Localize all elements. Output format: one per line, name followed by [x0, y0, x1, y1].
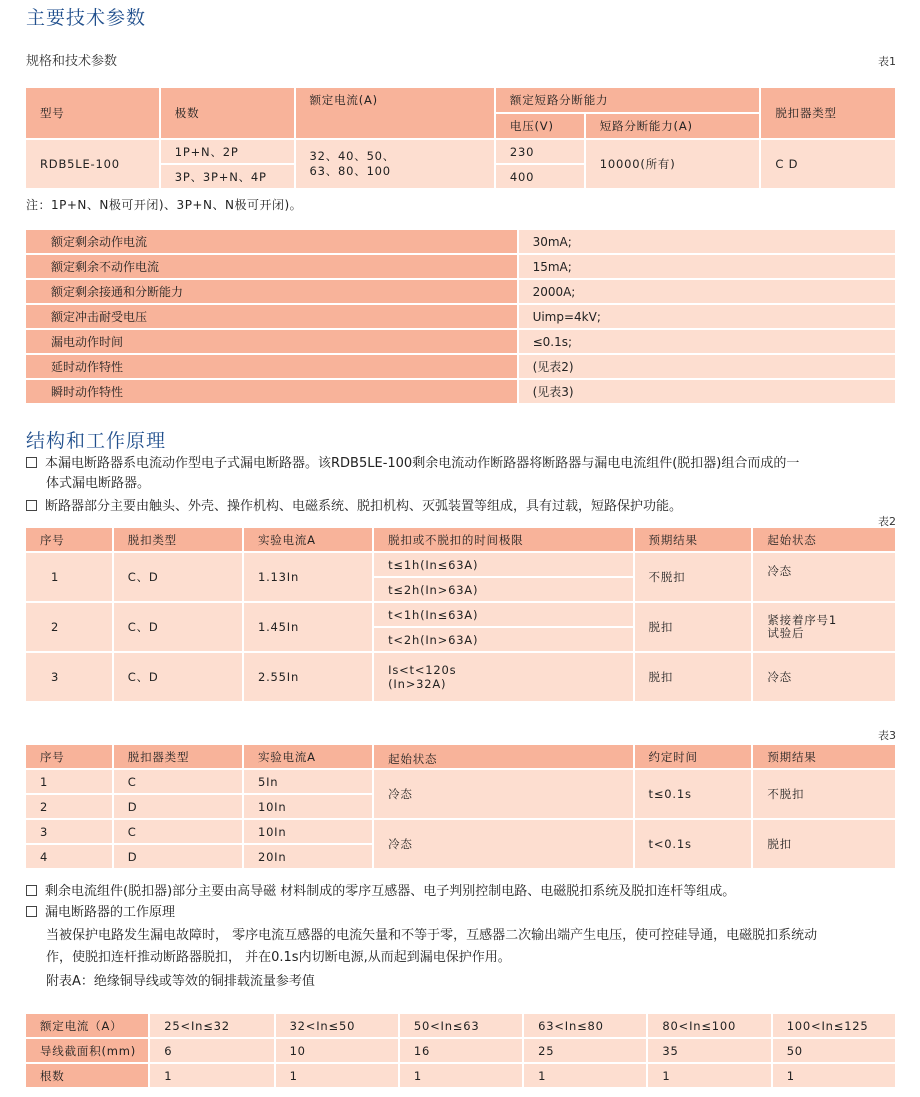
t3-header-current: 实验电流A	[244, 745, 372, 768]
t2-time: t≤2h(In>63A)	[374, 578, 632, 601]
header-release-type: 脱扣器类型	[761, 88, 895, 138]
t3-time: t≤0.1s	[635, 770, 752, 818]
param-label: 额定剩余动作电流	[26, 230, 517, 253]
param-value: 30mA;	[519, 230, 895, 253]
t2-header-no: 序号	[26, 528, 112, 551]
t4-row-header: 导线截面积(mm)	[26, 1039, 148, 1062]
t3-type: D	[114, 795, 242, 818]
t3-header-result: 预期结果	[753, 745, 895, 768]
table-row	[26, 820, 895, 843]
t4-cell: 50<In≤63	[400, 1014, 522, 1037]
bullet-1-line1: 本漏电断路器系电流动作型电子式漏电断路器。该RDB5LE-100剩余电流动作断路器将断路器与漏电电流组件(脱扣器)组合而成的一	[45, 456, 800, 471]
params-table	[24, 228, 897, 405]
t4-row-header: 根数	[26, 1064, 148, 1087]
current-capacity-table	[24, 1012, 897, 1089]
t2-time: t<1h(In≤63A)	[374, 603, 632, 626]
header-voltage: 电压(V)	[496, 114, 584, 138]
header-model: 型号	[26, 88, 159, 138]
checkbox-icon	[26, 500, 37, 511]
bullet-3-text: 剩余电流组件(脱扣器)部分主要由高导磁 材料制成的零序互感器、电子判别控制电路、电磁脱扣系统及脱扣连杆等组成。	[45, 884, 736, 899]
t2-header-type: 脱扣类型	[114, 528, 242, 551]
table-row	[26, 653, 895, 701]
t4-cell: 63<In≤80	[524, 1014, 646, 1037]
t3-no: 2	[26, 795, 112, 818]
t2-header-current: 实验电流A	[244, 528, 372, 551]
section-subtitle-specs: 规格和技术参数	[26, 54, 118, 69]
t4-cell: 1	[400, 1064, 522, 1087]
t2-state: 冷态	[753, 653, 895, 701]
checkbox-icon	[26, 906, 37, 917]
t2-state-line2: 试验后	[767, 626, 805, 640]
t2-no: 3	[26, 653, 112, 701]
t4-cell: 1	[150, 1064, 273, 1087]
header-poles: 极数	[161, 88, 294, 138]
table-row	[26, 1064, 895, 1087]
table-row	[26, 1014, 895, 1037]
t2-result: 脱扣	[635, 653, 752, 701]
cell-rated-current-line2: 63、80、100	[309, 164, 391, 178]
t4-cell: 6	[150, 1039, 273, 1062]
param-label: 额定冲击耐受电压	[26, 305, 517, 328]
cell-short-circuit: 10000(所有)	[586, 140, 760, 188]
header-rated-current: 额定电流(A)	[296, 88, 494, 138]
cell-poles-1: 1P+N、2P	[161, 140, 294, 163]
cell-rated-current	[296, 140, 494, 188]
checkbox-icon	[26, 885, 37, 896]
bullet-1	[26, 454, 916, 494]
t2-result: 不脱扣	[635, 553, 752, 601]
t4-cell: 1	[276, 1064, 398, 1087]
t2-type: C、D	[114, 553, 242, 601]
header-breaking-capacity: 额定短路分断能力	[496, 88, 759, 112]
t4-cell: 1	[773, 1064, 895, 1087]
checkbox-icon	[26, 457, 37, 468]
principle-line2: 作，使脱扣连杆推动断路器脱扣， 并在0.1s内切断电源,从而起到漏电保护作用。	[46, 950, 511, 965]
table3-label: 表3	[878, 729, 896, 742]
t2-state	[753, 603, 895, 651]
param-value: (见表3)	[519, 380, 895, 403]
header-short-circuit: 短路分断能力(A)	[586, 114, 760, 138]
t3-result: 脱扣	[753, 820, 895, 868]
t3-no: 1	[26, 770, 112, 793]
bullet-4-text: 漏电断路器的工作原理	[45, 905, 176, 920]
t4-cell: 80<In≤100	[648, 1014, 770, 1037]
table1-label: 表1	[878, 55, 896, 68]
section-title-structure: 结构和工作原理	[26, 430, 167, 452]
t2-no: 1	[26, 553, 112, 601]
table-row	[26, 770, 895, 793]
t2-state: 冷态	[753, 553, 895, 601]
instant-characteristics-table	[24, 743, 897, 870]
t2-current: 1.45In	[244, 603, 372, 651]
t3-current: 10In	[244, 820, 372, 843]
param-label: 延时动作特性	[26, 355, 517, 378]
table2-label: 表2	[878, 515, 896, 528]
t4-cell: 1	[524, 1064, 646, 1087]
t3-type: C	[114, 770, 242, 793]
param-value: Uimp=4kV;	[519, 305, 895, 328]
t4-cell: 25<In≤32	[150, 1014, 273, 1037]
bullet-2	[26, 497, 682, 517]
t4-cell: 25	[524, 1039, 646, 1062]
principle-paragraph	[46, 925, 916, 969]
t2-result: 脱扣	[635, 603, 752, 651]
table-row	[26, 603, 895, 626]
t4-cell: 50	[773, 1039, 895, 1062]
t4-cell: 1	[648, 1064, 770, 1087]
cell-release-type: C D	[761, 140, 895, 188]
param-label: 额定剩余不动作电流	[26, 255, 517, 278]
t4-cell: 35	[648, 1039, 770, 1062]
t4-cell: 10	[276, 1039, 398, 1062]
t3-type: C	[114, 820, 242, 843]
t3-state: 冷态	[374, 770, 632, 818]
t3-current: 20In	[244, 845, 372, 868]
t2-state-line1: 紧接着序号1	[767, 613, 837, 627]
t2-time-line2: (In>32A)	[388, 677, 447, 691]
t2-no: 2	[26, 603, 112, 651]
bullet-3	[26, 882, 735, 902]
cell-poles-2: 3P、3P+N、4P	[161, 165, 294, 188]
t2-type: C、D	[114, 653, 242, 701]
cell-voltage-1: 230	[496, 140, 584, 163]
t3-no: 3	[26, 820, 112, 843]
t3-header-time: 约定时间	[635, 745, 752, 768]
t2-header-time-limit: 脱扣或不脱扣的时间极限	[374, 528, 632, 551]
bullet-4	[26, 903, 175, 923]
t3-current: 10In	[244, 795, 372, 818]
t4-cell: 100<In≤125	[773, 1014, 895, 1037]
t2-time: t<2h(In>63A)	[374, 628, 632, 651]
t3-current: 5In	[244, 770, 372, 793]
delay-characteristics-table	[24, 526, 897, 703]
param-value: (见表2)	[519, 355, 895, 378]
principle-line1: 当被保护电路发生漏电故障时， 零序电流互感器的电流矢量和不等于零，互感器二次输出端产生电压，使可控硅导通，电磁脱扣系统动	[46, 928, 818, 943]
t3-header-state: 起始状态	[374, 745, 632, 768]
cell-voltage-2: 400	[496, 165, 584, 188]
t3-type: D	[114, 845, 242, 868]
t3-result: 不脱扣	[753, 770, 895, 818]
param-label: 瞬时动作特性	[26, 380, 517, 403]
t2-type: C、D	[114, 603, 242, 651]
table-row	[26, 1039, 895, 1062]
param-value: 15mA;	[519, 255, 895, 278]
t3-state: 冷态	[374, 820, 632, 868]
t4-cell: 16	[400, 1039, 522, 1062]
param-value: ≤0.1s;	[519, 330, 895, 353]
t4-cell: 32<In≤50	[276, 1014, 398, 1037]
param-label: 漏电动作时间	[26, 330, 517, 353]
t4-row-header: 额定电流（A）	[26, 1014, 148, 1037]
t3-no: 4	[26, 845, 112, 868]
cell-rated-current-line1: 32、40、50、	[309, 149, 396, 163]
bullet-1-line2: 体式漏电断路器。	[46, 476, 151, 491]
t3-time: t<0.1s	[635, 820, 752, 868]
t3-header-type: 脱扣器类型	[114, 745, 242, 768]
param-value: 2000A;	[519, 280, 895, 303]
t3-header-no: 序号	[26, 745, 112, 768]
param-label: 额定剩余接通和分断能力	[26, 280, 517, 303]
bullet-2-text: 断路器部分主要由触头、外壳、操作机构、电磁系统、脱扣机构、灭弧装置等组成，具有过载，短路保护功能。	[45, 499, 683, 514]
t2-current: 1.13In	[244, 553, 372, 601]
table1-note: 注：1P+N、N极可开闭)、3P+N、N极可开闭)。	[26, 198, 303, 212]
t2-time-line1: Is<t<120s	[388, 663, 457, 677]
t2-header-state: 起始状态	[753, 528, 895, 551]
t2-current: 2.55In	[244, 653, 372, 701]
t2-time: t≤1h(In≤63A)	[374, 553, 632, 576]
t2-header-result: 预期结果	[635, 528, 752, 551]
section-title-main-params: 主要技术参数	[26, 7, 147, 29]
t2-time	[374, 653, 632, 701]
spec-table	[24, 86, 897, 190]
appendix-title: 附表A：绝缘铜导线或等效的铜排载流量参考值	[46, 974, 315, 989]
table-row	[26, 553, 895, 576]
cell-model: RDB5LE-100	[26, 140, 159, 188]
